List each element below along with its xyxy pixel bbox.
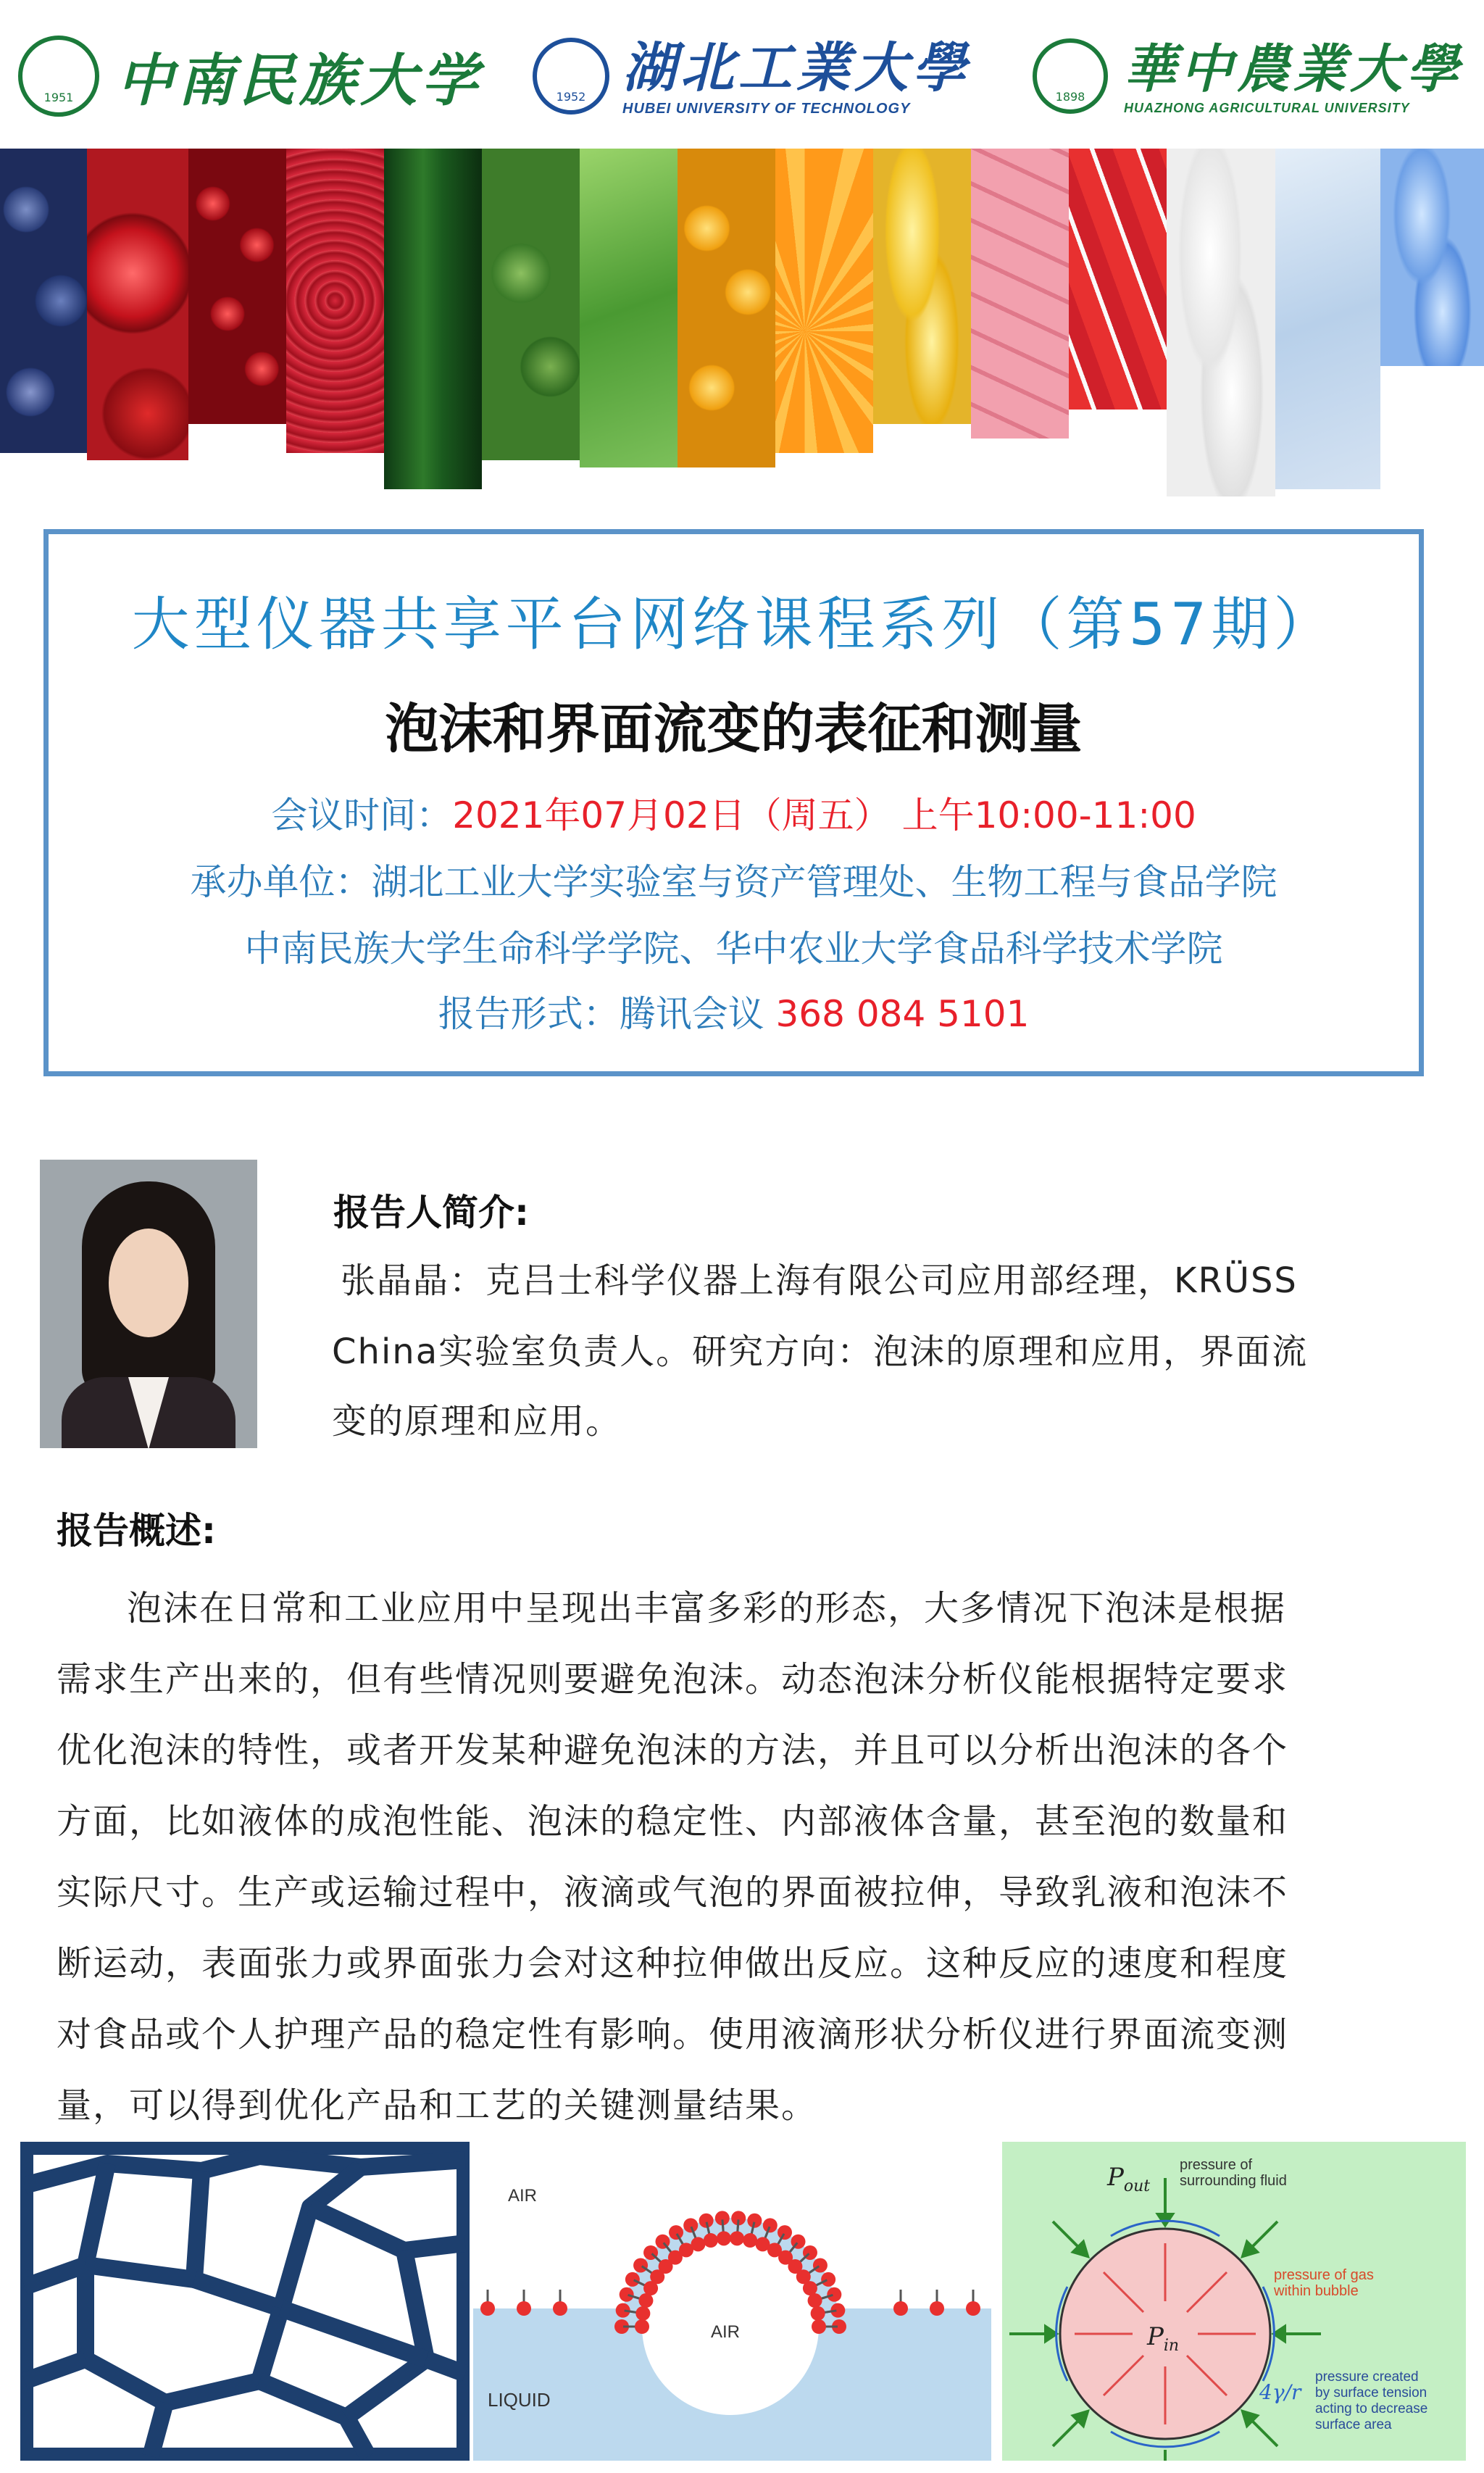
pressure-diagram-svg [1002, 2142, 1466, 2461]
surfactant-head [893, 2301, 908, 2316]
surfactant-head [717, 2231, 731, 2245]
series-title: 大型仪器共享平台网络课程系列（第57期） [131, 591, 1336, 658]
surfactant-head [811, 2306, 825, 2321]
air-top-label: AIR [508, 2186, 538, 2206]
tension-desc-1: pressure created [1315, 2369, 1419, 2385]
surfactant-head [704, 2233, 718, 2248]
overview-line-6: 断运动，表面张力或界面张力会对这种拉伸做出反应。这种反应的速度和程度 [57, 1943, 1289, 1984]
surfactant-head [812, 2319, 826, 2334]
p-out-label: $P_{out}$ [1107, 2163, 1151, 2195]
softgel-capsules-image [873, 149, 971, 424]
surfactant-head [747, 2214, 762, 2228]
overview-line-3: 优化泡沫的特性，或者开发某种避免泡沫的方法，并且可以分析出泡沫的各个 [57, 1730, 1289, 1771]
raspberries-image [286, 149, 384, 453]
liquid-label: LIQUID [488, 2389, 551, 2411]
broccoli-image [482, 149, 580, 460]
foam-cells-svg [20, 2142, 470, 2461]
pink-tablets-image [971, 149, 1069, 439]
surfactant-head [635, 2319, 649, 2334]
surfactant-head [730, 2231, 744, 2245]
overview-heading: 报告概述: [57, 1510, 216, 1552]
logo-hbut [533, 29, 970, 123]
surfactant-head [813, 2258, 828, 2273]
p-in-label: $P_{in}$ [1147, 2322, 1180, 2355]
foam-structure-image [20, 2142, 470, 2461]
overview-line-1: 泡沫在日常和工业应用中呈现出丰富多彩的形态，大多情况下泡沫是根据 [127, 1588, 1287, 1629]
surfactant-head [553, 2301, 567, 2316]
overview-line-7: 对食品或个人护理产品的稳定性有影响。使用液滴形状分析仪进行界面流变测 [57, 2014, 1289, 2055]
speaker-bio-line-1: 张晶晶：克吕士科学仪器上海有限公司应用部经理，KRÜSS [341, 1260, 1298, 1301]
white-pills-image [1167, 149, 1275, 496]
format-value: 腾讯会议 [619, 993, 776, 1035]
format-label: 报告形式： [438, 993, 620, 1035]
red-capsules-image [1069, 149, 1167, 410]
surfactant-head [743, 2233, 757, 2248]
meeting-time [49, 786, 1419, 839]
hzau-seal-icon: 1898 [1033, 38, 1108, 114]
bubble-diagram-svg [473, 2142, 991, 2461]
surfactant-head [827, 2287, 841, 2302]
air-center-label: AIR [711, 2322, 741, 2342]
surfactant-head [635, 2306, 650, 2321]
host-line-2: 中南民族大学生命科学学院、华中农业大学食品科学技术学院 [244, 928, 1223, 970]
overview-line-5: 实际尺寸。生产或运输过程中，液滴或气泡的界面被拉伸，导致乳液和泡沫不 [57, 1872, 1289, 1913]
surfactant-head [966, 2301, 980, 2316]
light-blue-pills-image [1275, 149, 1380, 489]
surfactant-head [763, 2218, 778, 2232]
yellow-berries-image [678, 149, 775, 467]
surfactant-head [620, 2287, 634, 2302]
p-out-desc-2: surrounding fluid [1180, 2173, 1287, 2189]
speaker-photo [40, 1160, 257, 1448]
hzau-logo-name: 華中農業大學 [1124, 37, 1464, 99]
time-label: 会议时间： [271, 794, 453, 836]
orange-slice-image [775, 149, 873, 453]
host-line-1 [49, 853, 1419, 905]
gas-desc-2: within bubble [1274, 2283, 1359, 2299]
food-and-pill-strip [0, 149, 1484, 504]
tension-desc-2: by surface tension [1315, 2385, 1427, 2401]
host-units-1: 湖北工业大学实验室与资产管理处、生物工程与食品学院 [371, 861, 1277, 903]
hzau-logo-english: HUAZHONG AGRICULTURAL UNIVERSITY [1124, 100, 1410, 115]
surface-tension-label: 4γ/r [1259, 2380, 1301, 2404]
hbut-logo-english: HUBEI UNIVERSITY OF TECHNOLOGY [622, 100, 911, 117]
scuec-seal-icon: 1951 [18, 36, 99, 117]
surfactant-head [683, 2218, 698, 2232]
p-out-desc-1: pressure of [1180, 2157, 1253, 2173]
host-label: 承办单位： [190, 861, 372, 903]
surfactant-head [625, 2272, 640, 2287]
hbut-seal-icon: 1952 [533, 38, 609, 115]
bubble-pressure-diagram [1002, 2142, 1466, 2461]
speaker-bio-line-3: 变的原理和应用。 [332, 1401, 622, 1442]
logo-hzau [1033, 29, 1463, 123]
surfactant-head [480, 2301, 495, 2316]
blue-pills-image [1380, 149, 1484, 366]
surfactant-head [699, 2214, 714, 2228]
surfactant-head [930, 2301, 944, 2316]
speaker-heading: 报告人简介: [333, 1192, 529, 1234]
hbut-logo-name: 湖北工業大學 [622, 36, 970, 99]
blueberries-image [0, 149, 87, 453]
surfactant-head [808, 2293, 822, 2308]
surfactant-head [778, 2225, 792, 2240]
speaker-bio-line-2: China实验室负责人。研究方向：泡沫的原理和应用，界面流 [332, 1331, 1309, 1372]
bubble-surfactant-diagram [473, 2142, 991, 2461]
overview-line-2: 需求生产出来的，但有些情况则要避免泡沫。动态泡沫分析仪能根据特定要求 [57, 1659, 1289, 1700]
cucumber-image [384, 149, 482, 489]
report-format [49, 985, 1419, 1037]
cherries-image [87, 149, 188, 460]
overview-line-4: 方面，比如液体的成泡性能、泡沫的稳定性、内部液体含量，甚至泡的数量和 [57, 1801, 1289, 1842]
meeting-id: 368 084 5101 [775, 993, 1030, 1035]
surfactant-head [821, 2272, 835, 2287]
surfactant-head [691, 2237, 705, 2251]
surfactant-head [633, 2258, 648, 2273]
surfactant-head [669, 2225, 683, 2240]
red-currants-image [188, 149, 286, 424]
talk-title: 泡沫和界面流变的表征和测量 [385, 698, 1083, 760]
surfactant-head [517, 2301, 531, 2316]
time-value: 2021年07月02日（周五） 上午10:00-11:00 [452, 794, 1196, 836]
gas-desc-1: pressure of gas [1274, 2267, 1374, 2283]
logo-scuec [18, 29, 482, 123]
event-info-box [43, 529, 1424, 1076]
overview-line-8: 量，可以得到优化产品和工艺的关键测量结果。 [57, 2085, 818, 2126]
tension-desc-4: surface area [1315, 2417, 1392, 2432]
lettuce-image [580, 149, 678, 467]
scuec-logo-name: 中南民族大学 [117, 48, 483, 114]
tension-desc-3: acting to decrease [1315, 2401, 1428, 2416]
